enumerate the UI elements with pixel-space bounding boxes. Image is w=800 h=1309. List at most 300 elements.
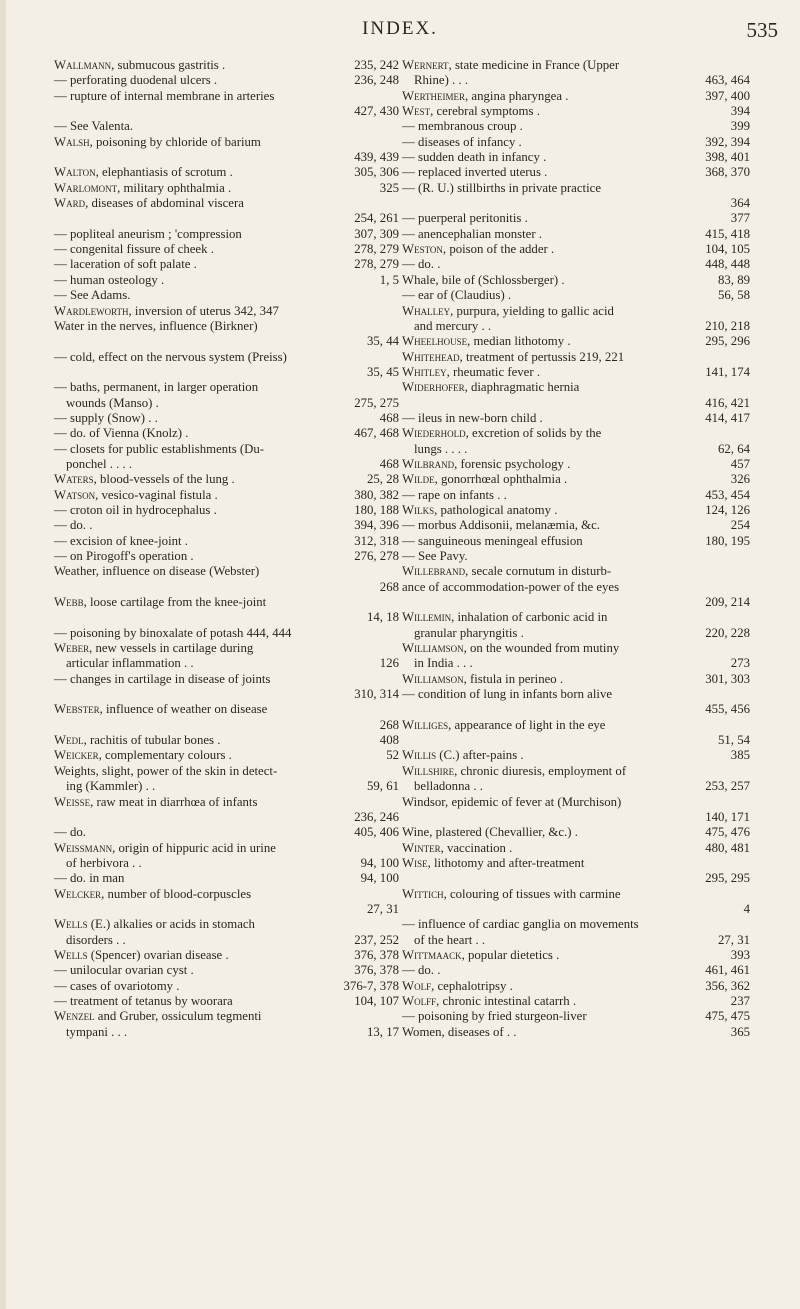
index-entry	[402, 488, 750, 503]
entry-headword: Wolf,	[402, 978, 435, 993]
entry-pages: 104, 107	[354, 993, 399, 1008]
entry-description: — rupture of internal membrane in arteries	[54, 88, 275, 103]
entry-text	[402, 764, 750, 779]
entry-text	[54, 871, 357, 886]
entry-text	[402, 564, 750, 579]
entry-text	[54, 887, 399, 902]
entry-pages: 457	[730, 456, 750, 471]
index-entry	[402, 549, 750, 564]
index-entry	[54, 472, 399, 487]
entry-description: secale cornutum in disturb-	[468, 564, 612, 579]
index-entry	[54, 825, 399, 840]
index-entry	[54, 273, 399, 288]
entry-description: — ear of (Claudius) .	[402, 288, 512, 303]
entry-description: poisoning by chloride of barium	[92, 134, 261, 149]
entry-description: — poisoning by fried sturgeon-liver	[402, 1009, 587, 1024]
index-entry	[54, 641, 399, 656]
entry-text	[54, 472, 363, 487]
entry-description: Women, diseases of . .	[402, 1024, 517, 1039]
index-entry	[54, 350, 399, 381]
index-entry	[402, 748, 750, 763]
entry-text	[414, 656, 727, 671]
index-entry	[54, 948, 399, 963]
index-entry	[402, 334, 750, 349]
index-entry	[402, 626, 750, 641]
entry-pages: 325	[379, 180, 399, 195]
entry-headword: Weston,	[402, 242, 447, 257]
entry-text	[54, 963, 350, 978]
entry-text	[54, 242, 350, 257]
entry-text	[402, 856, 750, 871]
entry-description: disorders . .	[66, 932, 126, 947]
entry-text	[402, 365, 701, 380]
index-entry	[54, 626, 399, 641]
index-entry	[54, 119, 399, 134]
entry-text	[66, 656, 376, 671]
index-entry	[402, 135, 750, 150]
entry-description: cerebral symptoms .	[433, 104, 540, 119]
entry-text	[54, 196, 399, 211]
index-entry	[54, 181, 399, 196]
entry-description: — congenital fissure of cheek .	[54, 242, 214, 257]
entry-headword: Wheelhouse,	[402, 334, 471, 349]
entry-pages: 397, 400	[705, 88, 750, 103]
entry-pages: 455, 456	[705, 702, 750, 717]
entry-text	[402, 165, 701, 180]
entry-headword: Willis	[402, 748, 437, 763]
entry-description: (Spencer) ovarian disease .	[87, 947, 229, 962]
entry-text	[402, 549, 750, 564]
entry-text	[402, 503, 701, 518]
entry-description: — condition of lung in infants born alive	[402, 687, 613, 702]
index-entry	[402, 994, 750, 1009]
entry-headword: Wilks,	[402, 502, 438, 517]
index-entry	[54, 748, 399, 763]
entry-pages: 104, 105	[705, 242, 750, 257]
entry-description: purpura, yielding to gallic acid	[453, 303, 614, 318]
entry-description: — changes in cartilage in disease of joints	[54, 671, 271, 686]
entry-text	[414, 626, 701, 641]
entry-pages: 468	[379, 410, 399, 425]
entry-pages: 59, 61	[367, 779, 399, 794]
entry-pages: 51, 54	[718, 733, 750, 748]
entry-text	[402, 687, 750, 702]
entry-pages: 35, 44	[367, 334, 399, 349]
entry-description: loose cartilage from the knee-joint	[86, 595, 267, 610]
entry-pages: 385	[730, 748, 750, 763]
entry-pages: 301, 303	[705, 671, 750, 686]
entry-text	[54, 841, 399, 856]
entry-text	[54, 595, 399, 610]
entry-description: — cold, effect on the nervous system (Preiss)	[54, 349, 287, 364]
index-entry	[402, 1009, 750, 1024]
entry-headword: West,	[402, 104, 434, 119]
entry-description: Rhine) . . .	[414, 73, 469, 88]
entry-text	[402, 748, 727, 763]
index-entry	[54, 656, 399, 671]
entry-pages: 124, 126	[705, 502, 750, 517]
entry-description: Water in the nerves, influence (Birkner)	[54, 318, 258, 333]
entry-text	[54, 733, 376, 748]
entry-description: ance of accommodation-power of the eyes	[402, 579, 620, 594]
entry-headword: Warlomont,	[54, 180, 121, 195]
index-entry	[54, 288, 399, 303]
entry-description: of the heart . .	[414, 932, 486, 947]
entry-description: and mercury . .	[414, 318, 492, 333]
entry-description: articular inflammation . .	[66, 656, 194, 671]
entry-description: inversion of uterus 342, 347	[131, 303, 279, 318]
index-entry	[54, 549, 399, 564]
entry-description: — (R. U.) stillbirths in private practice	[402, 180, 602, 195]
entry-text	[54, 748, 382, 763]
entry-headword: Weisse,	[54, 794, 94, 809]
entry-description: — ileus in new-born child .	[402, 410, 543, 425]
entry-description: diaphragmatic hernia	[467, 380, 580, 395]
index-entry	[402, 380, 750, 411]
entry-description: — cases of ovariotomy .	[54, 978, 180, 993]
entry-text	[54, 795, 399, 810]
entry-pages: 236, 248	[354, 73, 399, 88]
index-entry	[54, 564, 399, 595]
entry-pages: 4	[743, 901, 750, 916]
index-column-left	[54, 58, 399, 1040]
entry-description: — diseases of infancy .	[402, 134, 522, 149]
entry-headword: Ward,	[54, 196, 89, 211]
entry-text	[402, 350, 750, 365]
entry-pages: 237	[730, 993, 750, 1008]
entry-description: popular dietetics .	[464, 947, 560, 962]
index-entry	[402, 165, 750, 180]
page-edge-shadow	[0, 0, 6, 1309]
entry-pages: 180, 188	[354, 502, 399, 517]
entry-headword: Wedl,	[54, 733, 87, 748]
entry-text	[54, 488, 350, 503]
entry-text	[54, 119, 399, 134]
entry-pages: 475, 476	[705, 825, 750, 840]
entry-pages: 376, 378	[354, 947, 399, 962]
entry-text	[402, 534, 701, 549]
entry-headword: Williamson,	[402, 671, 467, 686]
entry-headword: Wenzel	[54, 1009, 95, 1024]
entry-description: — do. .	[402, 257, 441, 272]
index-entry	[54, 795, 399, 826]
entry-text	[402, 135, 701, 150]
entry-description: — laceration of soft palate .	[54, 257, 197, 272]
index-entry	[402, 257, 750, 272]
index-entry	[402, 518, 750, 533]
entry-headword: Williamson,	[402, 641, 467, 656]
entry-description: on the wounded from mutiny	[466, 641, 620, 656]
index-entry	[54, 488, 399, 503]
entry-description: excretion of solids by the	[468, 426, 602, 441]
entry-text	[402, 518, 727, 533]
entry-headword: Webster,	[54, 702, 103, 717]
index-entry	[54, 319, 399, 350]
entry-text	[54, 564, 399, 579]
index-entry	[402, 718, 750, 749]
entry-headword: Weissmann,	[54, 840, 116, 855]
index-entry	[54, 503, 399, 518]
entry-text	[402, 380, 750, 395]
entry-description: — human osteology .	[54, 272, 165, 287]
entry-text	[54, 257, 350, 272]
entry-description: colouring of tissues with carmine	[446, 886, 621, 901]
entry-pages: 236, 246	[354, 809, 399, 824]
entry-text	[402, 1009, 701, 1024]
entry-pages: 295, 296	[705, 334, 750, 349]
entry-text	[54, 549, 350, 564]
entry-text	[54, 1009, 399, 1024]
entry-text	[54, 534, 350, 549]
entry-pages: 416, 421	[705, 395, 750, 410]
entry-description: angina pharyngea .	[468, 88, 569, 103]
entry-text	[402, 580, 750, 595]
entry-text	[54, 165, 350, 180]
entry-text	[66, 856, 357, 871]
entry-pages: 394	[730, 104, 750, 119]
entry-headword: Winter,	[402, 840, 444, 855]
entry-pages: 356, 362	[705, 978, 750, 993]
entry-text	[54, 764, 399, 779]
index-entry	[54, 595, 399, 626]
entry-text	[402, 242, 701, 257]
entry-text	[54, 518, 350, 533]
index-entry	[402, 411, 750, 426]
entry-description: — morbus Addisonii, melanæmia, &c.	[402, 518, 600, 533]
entry-text	[66, 1025, 363, 1040]
entry-text	[54, 442, 399, 457]
entry-description: treatment of pertussis 219, 221	[462, 349, 625, 364]
index-entry	[54, 733, 399, 748]
entry-description: — puerperal peritonitis .	[402, 211, 528, 226]
entry-pages: 399	[730, 119, 750, 134]
entry-description: — supply (Snow) . .	[54, 410, 158, 425]
index-entry	[402, 273, 750, 288]
entry-description: blood-vessels of the lung .	[96, 472, 235, 487]
index-entry	[402, 1025, 750, 1040]
entry-description: — excision of knee-joint .	[54, 533, 188, 548]
index-entry	[402, 534, 750, 549]
entry-description: Wine, plastered (Chevallier, &c.) .	[402, 825, 578, 840]
entry-description: ing (Kammler) . .	[66, 779, 156, 794]
index-entry	[54, 58, 399, 73]
index-entry	[402, 687, 750, 718]
entry-description: belladonna . .	[414, 779, 483, 794]
entry-text	[402, 917, 750, 932]
entry-text	[402, 979, 701, 994]
entry-headword: Whitley,	[402, 364, 450, 379]
index-entry	[54, 994, 399, 1009]
entry-text	[402, 841, 701, 856]
entry-headword: Walsh,	[54, 134, 93, 149]
entry-pages: 254	[730, 518, 750, 533]
entry-text	[402, 963, 701, 978]
index-entry	[402, 365, 750, 380]
entry-text	[54, 350, 399, 365]
entry-description: Weather, influence on disease (Webster)	[54, 564, 260, 579]
entry-text	[54, 917, 399, 932]
entry-text	[54, 319, 399, 334]
index-entry	[402, 104, 750, 119]
entry-pages: 448, 448	[705, 257, 750, 272]
entry-text	[54, 503, 350, 518]
index-entry	[54, 257, 399, 272]
index-entry	[54, 411, 399, 426]
entry-pages: 392, 394	[705, 134, 750, 149]
entry-headword: Wittich,	[402, 886, 447, 901]
entry-description: diseases of abdominal viscera	[88, 196, 244, 211]
entry-pages: 268	[379, 717, 399, 732]
index-entry	[402, 181, 750, 212]
entry-pages: 254, 261	[354, 211, 399, 226]
entry-pages: 305, 306	[354, 165, 399, 180]
entry-text	[66, 779, 363, 794]
entry-text	[402, 211, 727, 226]
index-entry	[402, 963, 750, 978]
entry-description: — sudden death in infancy .	[402, 150, 547, 165]
entry-pages: 268	[379, 579, 399, 594]
entry-pages: 13, 17	[367, 1024, 399, 1039]
index-entry	[54, 856, 399, 871]
entry-pages: 25, 28	[367, 472, 399, 487]
index-entry	[54, 73, 399, 88]
index-entry	[54, 871, 399, 886]
entry-headword: Waters,	[54, 472, 97, 487]
entry-pages: 415, 418	[705, 226, 750, 241]
index-entry	[54, 135, 399, 166]
entry-headword: Wells	[54, 917, 88, 932]
entry-pages: 210, 218	[705, 318, 750, 333]
index-entry	[402, 58, 750, 73]
entry-description: rachitis of tubular bones .	[86, 733, 221, 748]
entry-description: elephantiasis of scrotum .	[98, 165, 233, 180]
index-entry	[402, 89, 750, 104]
entry-text	[402, 994, 727, 1009]
entry-text	[54, 73, 350, 88]
entry-description: and Gruber, ossiculum tegmenti	[94, 1009, 262, 1024]
entry-pages: 376-7, 378	[343, 978, 399, 993]
entry-text	[54, 825, 350, 840]
entry-headword: Wiederhold,	[402, 426, 469, 441]
entry-text	[402, 181, 750, 196]
entry-headword: Weicker,	[54, 748, 102, 763]
entry-text	[54, 181, 376, 196]
index-entry	[402, 442, 750, 457]
entry-description: number of blood-corpuscles	[104, 886, 252, 901]
index-entry	[402, 672, 750, 687]
entry-text	[54, 273, 376, 288]
entry-description: state medicine in France (Upper	[451, 58, 620, 72]
entry-description: lithotomy and after-treatment	[430, 855, 585, 870]
entry-pages: 14, 18	[367, 610, 399, 625]
entry-description: (C.) after-pains .	[436, 748, 524, 763]
entry-headword: Webb,	[54, 595, 87, 610]
entry-headword: Willebrand,	[402, 564, 469, 579]
index-entry	[54, 380, 399, 395]
entry-description: gonorrhœal ophthalmia .	[437, 472, 568, 487]
page-title: INDEX.	[362, 18, 438, 39]
index-entry	[54, 779, 399, 794]
entry-headword: Wernert,	[402, 58, 452, 72]
entry-description: vesico-vaginal fistula .	[98, 487, 218, 502]
entry-pages: 56, 58	[718, 288, 750, 303]
index-entry	[402, 825, 750, 840]
index-entry	[402, 119, 750, 134]
entry-pages: 35, 45	[367, 364, 399, 379]
entry-text	[402, 119, 727, 134]
entry-headword: Welcker,	[54, 886, 105, 901]
entry-text	[54, 89, 399, 104]
index-entry	[402, 656, 750, 671]
entry-pages: 414, 417	[705, 410, 750, 425]
entry-description: — anencephalian monster .	[402, 226, 543, 241]
entry-headword: Watson,	[54, 487, 99, 502]
index-entry	[402, 887, 750, 918]
entry-description: — treatment of tetanus by woorara	[54, 993, 233, 1008]
index-entry	[402, 227, 750, 242]
entry-text	[54, 672, 399, 687]
entry-headword: Wardleworth,	[54, 303, 132, 318]
index-entry	[402, 856, 750, 887]
entry-pages: 94, 100	[360, 871, 399, 886]
index-entry	[402, 472, 750, 487]
index-entry	[402, 150, 750, 165]
index-entry	[54, 933, 399, 948]
entry-text	[414, 779, 701, 794]
entry-headword: Whitehead,	[402, 349, 463, 364]
entry-headword: Wells	[54, 947, 88, 962]
entry-pages: 27, 31	[718, 932, 750, 947]
entry-description: Windsor, epidemic of fever at (Murchison)	[402, 794, 622, 809]
entry-text	[402, 1025, 727, 1040]
page-header	[0, 18, 800, 48]
entry-text	[402, 89, 701, 104]
entry-text	[402, 150, 701, 165]
entry-description: origin of hippuric acid in urine	[115, 840, 276, 855]
index-entry	[402, 426, 750, 441]
page-number: 535	[746, 18, 778, 42]
entry-description: complementary colours .	[101, 748, 232, 763]
entry-description: (E.) alkalies or acids in stomach	[87, 917, 255, 932]
entry-description: — do.	[54, 825, 86, 840]
index-entry	[402, 503, 750, 518]
entry-text	[402, 426, 750, 441]
index-entry	[54, 426, 399, 441]
entry-pages: 140, 171	[705, 809, 750, 824]
entry-pages: 253, 257	[705, 779, 750, 794]
index-entry	[54, 702, 399, 733]
entry-text	[402, 257, 701, 272]
index-entry	[54, 1025, 399, 1040]
index-entry	[54, 672, 399, 703]
index-entry	[402, 564, 750, 579]
entry-description: submucous gastritis .	[114, 58, 226, 72]
entry-pages: 463, 464	[705, 73, 750, 88]
index-entry	[402, 580, 750, 611]
entry-text	[414, 442, 714, 457]
entry-headword: Widerhofer,	[402, 380, 468, 395]
entry-text	[402, 887, 750, 902]
entry-description: — baths, permanent, in larger operation	[54, 380, 259, 395]
index-entry	[54, 979, 399, 994]
index-entry	[402, 933, 750, 948]
entry-pages: 235, 242	[354, 58, 399, 72]
entry-pages: 126	[379, 656, 399, 671]
entry-headword: Willemin,	[402, 610, 455, 625]
entry-description: Whale, bile of (Schlossberger) .	[402, 272, 565, 287]
entry-pages: 180, 195	[705, 533, 750, 548]
entry-description: appearance of light in the eye	[451, 717, 606, 732]
